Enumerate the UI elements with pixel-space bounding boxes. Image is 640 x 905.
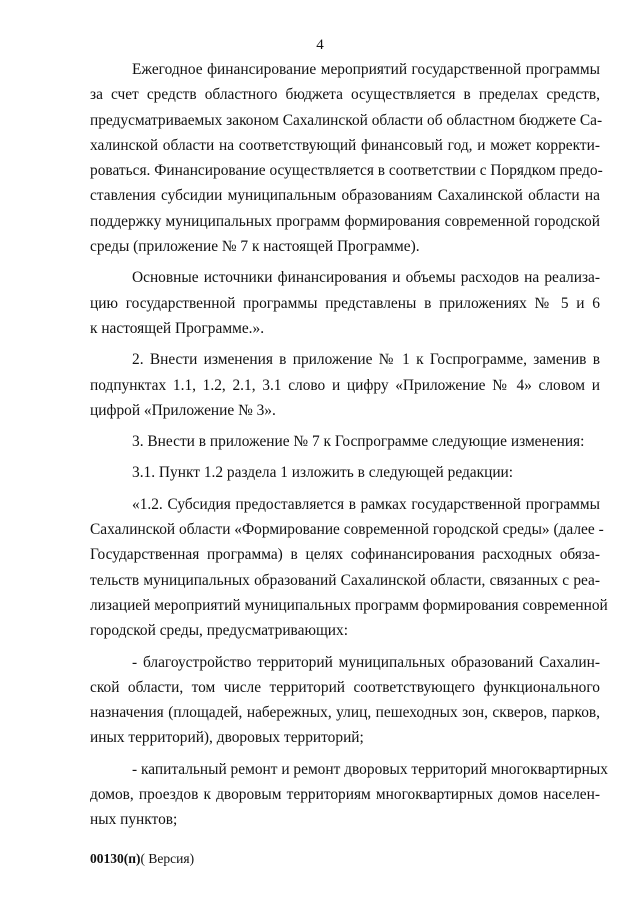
paragraph-item-3-1 [90, 460, 600, 485]
text-line: цифрой «Приложение № 3». [90, 401, 276, 419]
paragraph-item-2 [90, 347, 600, 423]
text-line: «1.2. Субсидия предоставляется в рамках государственной программы [132, 495, 600, 513]
text-line: домов, проездов к дворовым территориям многоквартирных домов населен- [90, 786, 600, 804]
text-line: Государственная программа) в целях софинансирования расходных обяза- [90, 546, 600, 564]
text-line: цию государственной программы представлены в приложениях № 5 и 6 [90, 294, 600, 312]
text-line: подпунктах 1.1, 1.2, 2.1, 3.1 слово и цифру «Приложение № 4» словом и [90, 376, 600, 394]
text-line: ных пунктов; [90, 811, 178, 829]
text-line: к настоящей Программе.». [90, 319, 265, 337]
page-number: 4 [316, 37, 324, 53]
text-line: роваться. Финансирование осуществляется в соответствии с Порядком предо- [90, 162, 603, 180]
document-code [90, 851, 194, 867]
text-line: Ежегодное финансирование мероприятий государственной программы [132, 61, 600, 78]
paragraph-bullet-repair [90, 757, 608, 833]
text-line: халинской области на соответствующий финансовый год, и может корректи- [90, 136, 600, 154]
text-line: ставления субсидии муниципальным образованиям Сахалинской области на [90, 187, 600, 205]
text-line: среды (приложение № 7 к настоящей Программе). [90, 238, 420, 256]
text-line: 3.1. Пункт 1.2 раздела 1 изложить в следующей редакции: [132, 464, 514, 482]
text-line: Сахалинской области «Формирование современной городской среды» (далее - [90, 521, 604, 539]
paragraph-sources [90, 265, 600, 341]
text-line: 3. Внести в приложение № 7 к Госпрограмме следующие изменения: [132, 433, 585, 451]
document-code-number: 00130(п) [90, 851, 141, 866]
text-line: назначения (площадей, набережных, улиц, пешеходных зон, скверов, парков, [90, 704, 600, 722]
paragraph-item-3 [90, 429, 600, 454]
text-line: иных территорий), дворовых территорий; [90, 729, 364, 747]
text-line: лизацией мероприятий муниципальных программ формирования современной [90, 596, 608, 614]
text-line: городской среды, предусматривающих: [90, 622, 349, 640]
text-line: ской области, том числе территорий соответствующего функционального [90, 678, 600, 696]
paragraph-financing [90, 57, 603, 259]
text-line: предусматриваемых законом Сахалинской области об областном бюджете Са- [90, 111, 603, 129]
document-body [90, 57, 608, 833]
text-line: тельств муниципальных образований Сахалинской области, связанных с реа- [90, 571, 600, 589]
text-line: - благоустройство территорий муниципальных образований Сахалин- [132, 653, 600, 671]
text-line: 2. Внести изменения в приложение № 1 к Госпрограмме, заменив в [132, 351, 600, 369]
document-version-label: ( Версия) [140, 851, 195, 866]
paragraph-bullet-landscaping [90, 650, 600, 751]
paragraph-item-1-2 [90, 492, 608, 644]
text-line: - капитальный ремонт и ремонт дворовых территорий многоквартирных [132, 760, 608, 778]
text-line: Основные источники финансирования и объемы расходов на реализа- [132, 269, 600, 287]
text-line: поддержку муниципальных программ формирования современной городской [90, 212, 600, 230]
text-line: за счет средств областного бюджета осуществляется в пределах средств, [90, 86, 600, 104]
